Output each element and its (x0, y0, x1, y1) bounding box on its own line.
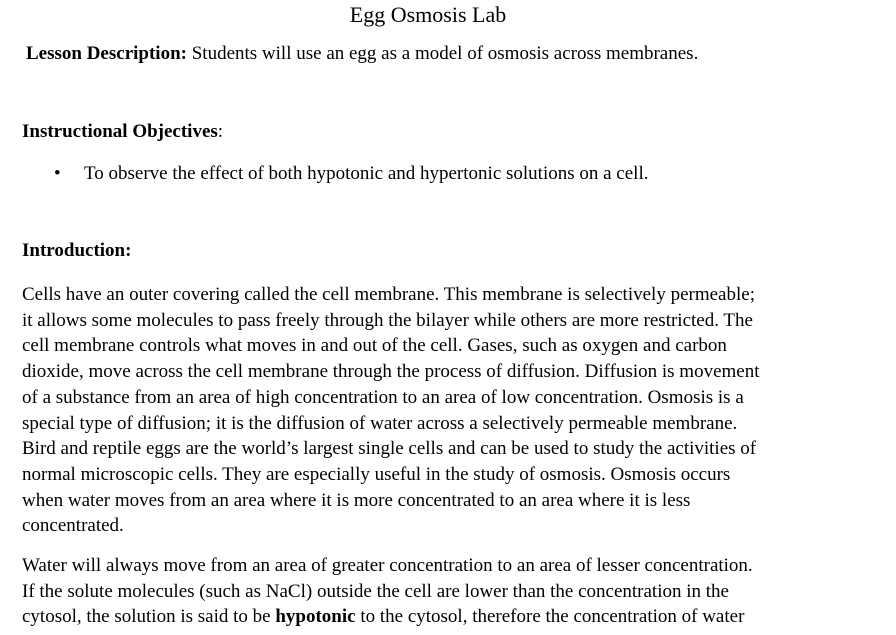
paragraph-line: normal microscopic cells. They are especially useful in the study of osmosis. Osmosis occurs (22, 463, 731, 485)
paragraph-line: when water moves from an area where it is more concentrated to an area where it is less (22, 489, 691, 511)
paragraph-line: Cells have an outer covering called the cell membrane. This membrane is selectively permeable; (22, 284, 755, 305)
paragraph-line: Bird and reptile eggs are the world’s largest single cells and can be used to study the activities of (22, 438, 757, 460)
hypotonic-term: hypotonic (275, 606, 356, 628)
introduction-heading (22, 240, 131, 262)
paragraph-line: special type of diffusion; it is the diffusion of water across a selectively permeable membrane. (22, 412, 738, 434)
lesson-description-label: Lesson Description: (26, 43, 187, 64)
lesson-description-text: Students will use an egg as a model of osmosis across membranes. (186, 43, 699, 64)
paragraph-line: of a substance from an area of high concentration to an area of low concentration. Osmosis is a (22, 386, 744, 408)
line-text-end: to the cytosol, therefore the concentration of water (355, 606, 745, 628)
paragraph-line: it allows some molecules to pass freely through the bilayer while others are more restricted. The (22, 309, 753, 331)
objective-text: To observe the effect of both hypotonic and hypertonic solutions on a cell. (84, 163, 649, 184)
objective-item (54, 163, 648, 185)
line-text-start: cytosol, the solution is said to be (22, 606, 276, 628)
paragraph-line: cell membrane controls what moves in and out of the cell. Gases, such as oxygen and carbon (22, 335, 727, 357)
objectives-colon: : (217, 121, 224, 142)
page-title: Egg Osmosis Lab (349, 2, 507, 27)
paragraph-line: concentrated. (22, 515, 124, 537)
paragraph-line: If the solute molecules (such as NaCl) outside the cell are lower than the concentration in the (22, 580, 729, 602)
bullet-icon: • (54, 163, 61, 184)
paragraph-line: dioxide, move across the cell membrane through the process of diffusion. Diffusion is movement (22, 361, 760, 383)
objectives-label: Instructional Objectives (22, 121, 218, 142)
introduction-label: Introduction: (22, 240, 132, 261)
paragraph-line: Water will always move from an area of greater concentration to an area of lesser concentration. (22, 555, 753, 576)
lesson-description (26, 43, 698, 65)
introduction-paragraph-1 (22, 282, 842, 539)
paragraph-line (22, 604, 842, 630)
objectives-heading (22, 121, 223, 143)
introduction-paragraph-2 (22, 553, 842, 630)
